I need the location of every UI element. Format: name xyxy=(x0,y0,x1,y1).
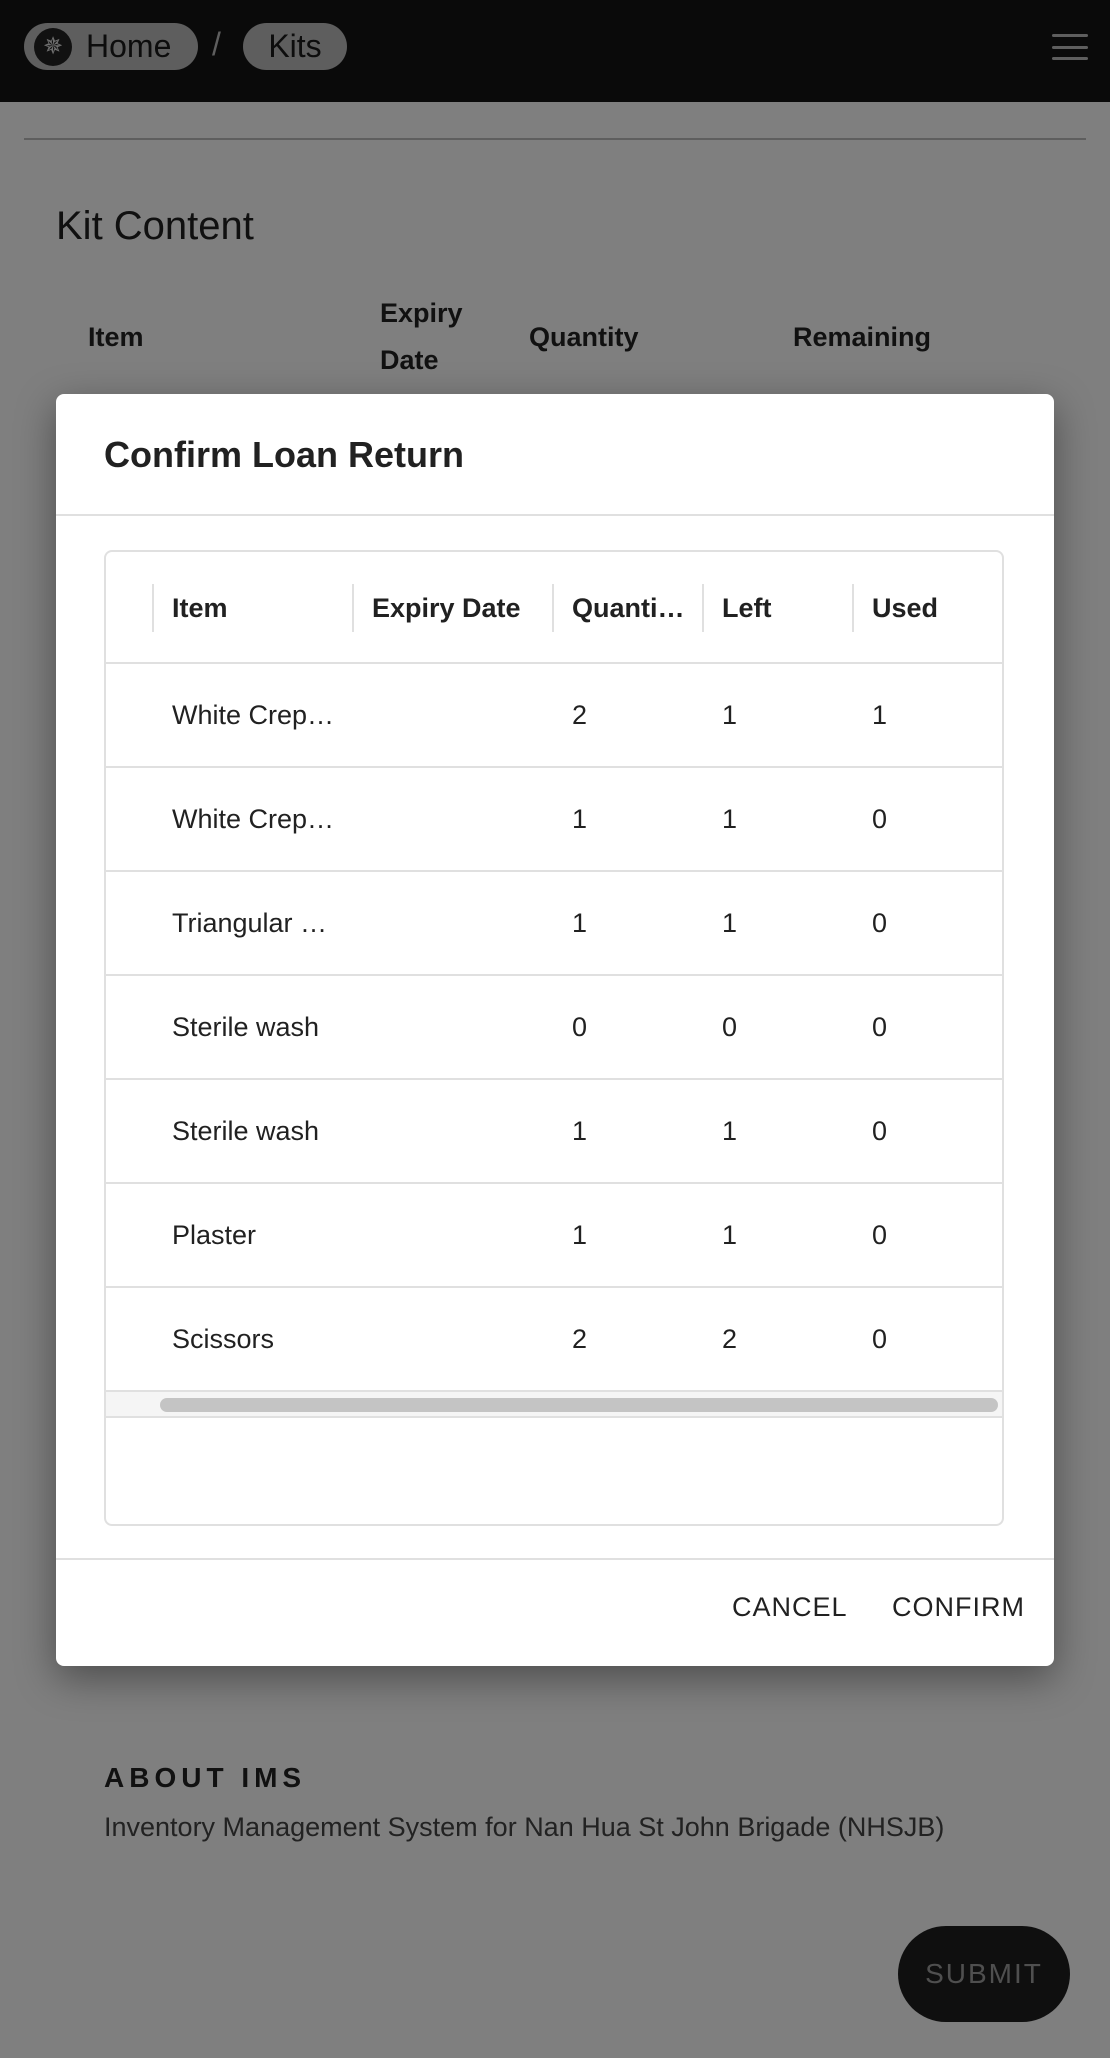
cell-quantity: 1 xyxy=(572,1220,588,1250)
cell-expiry xyxy=(372,1080,532,1182)
cell-item: White Crep… xyxy=(172,700,335,730)
column-separator[interactable] xyxy=(152,584,154,632)
dialog-title: Confirm Loan Return xyxy=(104,434,464,475)
cell-used: 0 xyxy=(872,1012,888,1042)
confirm-loan-return-dialog xyxy=(56,394,1054,1666)
cell-left: 2 xyxy=(722,1324,738,1354)
cell-left: 0 xyxy=(722,1012,738,1042)
column-separator[interactable] xyxy=(352,584,354,632)
dialog-divider-bottom xyxy=(56,1558,1054,1560)
horizontal-scrollbar[interactable] xyxy=(106,1392,1002,1418)
cell-item: White Crep… xyxy=(172,804,335,834)
cell-expiry xyxy=(372,1184,532,1286)
cell-used: 1 xyxy=(872,700,888,730)
cell-left: 1 xyxy=(722,804,738,834)
table-row[interactable] xyxy=(106,664,1002,768)
grid-header xyxy=(106,552,1002,664)
scrollbar-thumb[interactable] xyxy=(160,1398,998,1412)
cell-expiry xyxy=(372,872,532,974)
cell-quantity: 1 xyxy=(572,804,588,834)
column-separator[interactable] xyxy=(552,584,554,632)
table-row[interactable] xyxy=(106,1288,1002,1392)
column-header-expiry[interactable]: Expiry Date xyxy=(372,593,521,623)
return-items-grid xyxy=(104,550,1004,1526)
column-header-quantity[interactable]: Quanti… xyxy=(572,593,685,623)
cell-item: Sterile wash xyxy=(172,1116,320,1146)
cell-quantity: 0 xyxy=(572,1012,588,1042)
confirm-button[interactable]: CONFIRM xyxy=(892,1582,1025,1632)
column-separator[interactable] xyxy=(702,584,704,632)
cell-used: 0 xyxy=(872,908,888,938)
cell-quantity: 1 xyxy=(572,1116,588,1146)
table-row[interactable] xyxy=(106,872,1002,976)
cell-left: 1 xyxy=(722,908,738,938)
cell-item: Triangular … xyxy=(172,908,328,938)
cell-used: 0 xyxy=(872,1220,888,1250)
table-row[interactable] xyxy=(106,1184,1002,1288)
column-header-used[interactable]: Used xyxy=(872,593,939,623)
dialog-divider-top xyxy=(56,514,1054,516)
cell-quantity: 2 xyxy=(572,1324,588,1354)
cell-quantity: 2 xyxy=(572,700,588,730)
cell-left: 1 xyxy=(722,1220,738,1250)
cell-expiry xyxy=(372,976,532,1078)
cell-expiry xyxy=(372,768,532,870)
cell-item: Scissors xyxy=(172,1324,275,1354)
cell-item: Plaster xyxy=(172,1220,257,1250)
column-separator[interactable] xyxy=(852,584,854,632)
cell-item: Sterile wash xyxy=(172,1012,320,1042)
table-row[interactable] xyxy=(106,768,1002,872)
table-row[interactable] xyxy=(106,1080,1002,1184)
cell-left: 1 xyxy=(722,1116,738,1146)
cell-used: 0 xyxy=(872,1324,888,1354)
cell-used: 0 xyxy=(872,1116,888,1146)
cell-left: 1 xyxy=(722,700,738,730)
cell-expiry xyxy=(372,1288,532,1390)
cell-used: 0 xyxy=(872,804,888,834)
column-header-left[interactable]: Left xyxy=(722,593,772,623)
cancel-button[interactable]: CANCEL xyxy=(732,1582,848,1632)
table-row[interactable] xyxy=(106,976,1002,1080)
column-header-item[interactable]: Item xyxy=(172,593,228,623)
cell-expiry xyxy=(372,664,532,766)
cell-quantity: 1 xyxy=(572,908,588,938)
